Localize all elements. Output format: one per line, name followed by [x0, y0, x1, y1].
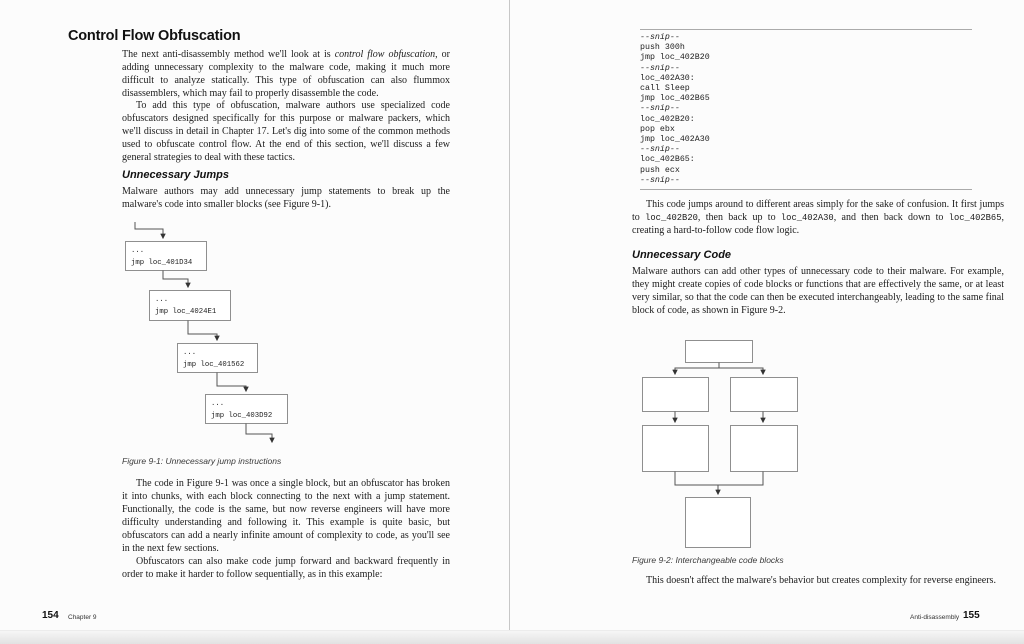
paragraph-unnecessary-code: Malware authors can add other types of unnecessary code to their malware. For example, they might create copies of code blocks or functions that are effectively the same, or at least very similar, so that the code can then be executed interchangeably, leading to the same final block of code, as shown in Figure 9-2.	[632, 266, 1004, 316]
code-line: loc_402B20:	[640, 114, 695, 124]
flow-box-2-label: jmp loc_4024E1	[155, 308, 217, 316]
flow-arrow-entry	[135, 222, 163, 238]
page-number-right: 155	[963, 610, 980, 621]
code-line: push ecx	[640, 165, 680, 175]
paragraph-obfuscators: To add this type of obfuscation, malware authors use specialized code obfuscators designed specifically for this purpose or malware packers, which we'll discuss in detail in Chapter 17. Let's dig into some of the common methods used to obfuscate control flow. At the end of this section, we'll discuss a few general strategies to deal with these tactics.	[122, 100, 450, 163]
figure-9-1-caption: Figure 9-1: Unnecessary jump instructions	[122, 456, 282, 466]
flow-box-4-dots: ...	[211, 400, 225, 408]
intro-text-cont: , or adding unnecessary complexity to the malware code, making it much more difficult to analyze statically. This type of obfuscation can also flummox disassemblers, which may fail to properly disassemble the code.	[122, 49, 450, 99]
flow-box-4-label: jmp loc_403D92	[211, 412, 273, 420]
intro-text: The next anti-disassembly method we'll look at is	[122, 49, 335, 60]
section-label: Anti-disassembly	[910, 614, 960, 621]
paragraph-code-jumps	[632, 199, 1004, 238]
figure-9-1-flowchart	[120, 222, 300, 452]
text-segment: , and then back down to	[833, 211, 949, 223]
code-line: jmp loc_402B20	[640, 53, 710, 63]
figure-9-2-flowchart	[640, 338, 800, 550]
block-left-lower	[643, 426, 709, 472]
paragraph-jump-statements: Malware authors may add unnecessary jump statements to break up the malware's code into smaller blocks (see Figure 9-1).	[122, 186, 450, 210]
flow-box-1-dots: ...	[131, 247, 145, 255]
flow-box-1-label: jmp loc_401D34	[131, 259, 193, 267]
code-line: --snip--	[640, 33, 680, 42]
flow-box-2	[150, 291, 231, 321]
code-line: --snip--	[640, 145, 680, 155]
text-segment: This code jumps around to different areas simply for the sake of confusion. It first jumps to	[632, 199, 1004, 223]
merge-arrow	[675, 472, 718, 495]
code-line: --snip--	[640, 104, 680, 114]
flow-arrow-exit	[246, 424, 272, 443]
paragraph-code-chunks: The code in Figure 9-1 was once a single block, but an obfuscator has broken it into chunks, with each block connecting to the next with a jump statement. Functionally, the code is the same, but now reverse engineers will have more difficulty understanding and following it. This example is quite basic, but obfuscators can add a nearly infinite amount of complexity to code, as you'll see in the next few sections.	[122, 478, 450, 554]
flow-arrow-3-4	[217, 373, 246, 392]
code-line: loc_402B65:	[640, 155, 695, 165]
block-right-lower	[731, 426, 798, 472]
intro-italic-term: control flow obfuscation	[334, 49, 436, 60]
flow-box-2-dots: ...	[155, 296, 169, 304]
paragraph-behavior-complexity: This doesn't affect the malware's behavior but creates complexity for reverse engineers.	[646, 575, 996, 586]
code-ref-402A30: loc_402A30	[780, 212, 834, 223]
code-line: push 300h	[640, 43, 685, 53]
page-gutter-divider	[509, 0, 510, 631]
branch-arrow-left	[675, 363, 719, 375]
code-line: --snip--	[640, 63, 680, 73]
page-number-left: 154	[42, 610, 59, 621]
branch-arrow-right	[719, 368, 763, 374]
code-line: loc_402A30:	[640, 73, 695, 83]
flow-box-3-label: jmp loc_401562	[183, 361, 245, 369]
page-bottom-edge	[0, 630, 1024, 644]
text-segment: , then back up to	[697, 211, 781, 223]
code-ref-402B65: loc_402B65	[948, 212, 1002, 223]
intro-paragraph	[122, 49, 450, 101]
code-line: jmp loc_402B65	[640, 94, 710, 104]
code-line: call Sleep	[640, 84, 690, 94]
block-left-upper	[643, 378, 709, 412]
flow-arrow-2-3	[188, 321, 217, 341]
block-final	[686, 498, 751, 548]
figure-9-2-caption: Figure 9-2: Interchangeable code blocks	[632, 555, 784, 565]
paragraph-jump-forward-backward: Obfuscators can also make code jump forward and backward frequently in order to make it harder to follow sequentially, as in this example:	[122, 556, 450, 580]
section-heading-unnecessary-jumps: Unnecessary Jumps	[122, 169, 229, 181]
flow-arrow-1-2	[163, 271, 188, 288]
text-segment: , creating a hard-to-follow code flow logic.	[632, 211, 1004, 236]
page-title: Control Flow Obfuscation	[68, 28, 241, 44]
assembly-code-listing	[640, 29, 972, 190]
code-ref-402B20: loc_402B20	[645, 212, 698, 223]
block-right-upper	[731, 378, 798, 412]
section-heading-unnecessary-code: Unnecessary Code	[632, 249, 732, 261]
code-line: jmp loc_402A30	[640, 135, 710, 145]
code-line: pop ebx	[640, 124, 675, 134]
flow-box-3-dots: ...	[183, 349, 197, 357]
merge-line-right	[718, 472, 763, 486]
code-line: --snip--	[640, 175, 680, 185]
block-top	[686, 341, 753, 363]
chapter-label: Chapter 9	[68, 614, 97, 621]
